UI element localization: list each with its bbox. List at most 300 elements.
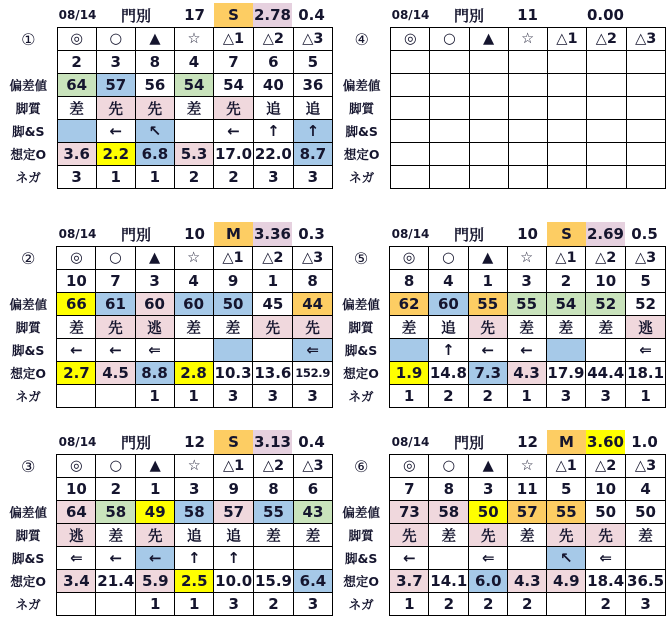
mark-cell: ◎ xyxy=(57,28,96,51)
numbers-cell xyxy=(587,51,626,74)
hensachi-cell: 60 xyxy=(174,293,213,316)
kyaku-s-cell xyxy=(626,120,665,143)
numbers-cell: 8 xyxy=(429,478,469,501)
mark-cell: ▲ xyxy=(135,247,174,270)
mark-cell: △1 xyxy=(546,247,586,270)
nega-cell: 1 xyxy=(135,385,174,408)
soutei-o-cell: 3.4 xyxy=(57,570,96,593)
race-header xyxy=(333,3,666,27)
nega-cell: 2 xyxy=(214,166,254,189)
nega-cell: 1 xyxy=(174,385,213,408)
kyaku-s-cell: ← xyxy=(57,339,96,362)
numbers-cell: 3 xyxy=(469,478,508,501)
date-label: 08/14 xyxy=(58,227,97,241)
kyakushitsu-cell xyxy=(430,97,469,120)
hensachi-cell: 62 xyxy=(390,293,429,316)
soutei-o-cell xyxy=(626,143,665,166)
soutei-o-cell xyxy=(391,143,430,166)
hensachi-cell: 44 xyxy=(293,293,333,316)
kyaku-s-cell xyxy=(586,339,626,362)
pace-value-label: 3.36 xyxy=(253,222,292,246)
kyakushitsu-cell xyxy=(547,97,586,120)
kyakushitsu-cell: 差 xyxy=(174,97,213,120)
kyakushitsu-cell: 差 xyxy=(254,524,294,547)
mark-cell: △3 xyxy=(626,247,666,270)
hensachi-cell: 64 xyxy=(57,501,96,524)
mark-cell: ◎ xyxy=(391,28,430,51)
row-label-nega: ネガ xyxy=(0,593,57,616)
mark-cell: ▲ xyxy=(469,455,508,478)
numbers-cell: 4 xyxy=(626,478,666,501)
nega-cell xyxy=(57,593,96,616)
kyaku-s-cell: ↑ xyxy=(253,120,293,143)
soutei-o-cell: 2.8 xyxy=(174,362,213,385)
nega-cell: 1 xyxy=(136,593,175,616)
pace-delta-label: 0.4 xyxy=(298,433,325,451)
row-label-hensachi: 偏差値 xyxy=(0,501,57,524)
kyaku-s-cell xyxy=(390,339,429,362)
track-label: 門別 xyxy=(453,433,484,452)
table-number-badge: ④ xyxy=(333,28,391,51)
nega-cell: 2 xyxy=(586,593,626,616)
nega-cell xyxy=(96,385,135,408)
pace-class-badge: M xyxy=(214,222,253,246)
kyakushitsu-cell: 差 xyxy=(213,316,253,339)
numbers-cell: 3 xyxy=(135,270,174,293)
numbers-cell: 1 xyxy=(253,270,293,293)
kyaku-s-cell xyxy=(391,120,430,143)
mark-cell: ○ xyxy=(96,455,136,478)
hensachi-cell xyxy=(430,74,469,97)
race-table xyxy=(333,27,666,189)
numbers-cell: 7 xyxy=(214,51,254,74)
nega-cell: 1 xyxy=(175,593,214,616)
mark-cell: ☆ xyxy=(175,455,214,478)
kyakushitsu-cell: 差 xyxy=(508,524,547,547)
nega-cell: 2 xyxy=(469,593,508,616)
date-label: 08/14 xyxy=(58,435,97,449)
pace-value-label: 3.13 xyxy=(253,430,292,454)
track-label: 門別 xyxy=(120,225,151,244)
soutei-o-cell: 5.3 xyxy=(174,143,213,166)
hensachi-cell: 73 xyxy=(390,501,429,524)
soutei-o-cell: 8.8 xyxy=(135,362,174,385)
pace-delta-label: 0.3 xyxy=(298,225,325,243)
kyaku-s-cell xyxy=(626,547,666,570)
nega-cell: 3 xyxy=(626,593,666,616)
numbers-cell: 9 xyxy=(213,270,253,293)
row-label-soutei-o: 想定O xyxy=(0,570,57,593)
race-table xyxy=(0,454,333,616)
kyaku-s-cell xyxy=(546,339,586,362)
row-label-kyakushitsu: 脚質 xyxy=(0,316,57,339)
kyaku-s-cell xyxy=(174,339,213,362)
kyakushitsu-cell: 先 xyxy=(468,316,507,339)
nega-cell: 1 xyxy=(135,166,174,189)
race-table xyxy=(333,246,666,408)
kyaku-s-cell xyxy=(57,120,96,143)
numbers-cell: 11 xyxy=(508,478,547,501)
hensachi-cell xyxy=(508,74,547,97)
numbers-cell: 2 xyxy=(546,270,586,293)
hensachi-cell: 43 xyxy=(293,501,332,524)
kyaku-s-cell xyxy=(587,120,626,143)
nega-cell: 3 xyxy=(214,593,254,616)
soutei-o-cell: 4.9 xyxy=(547,570,586,593)
kyakushitsu-cell: 差 xyxy=(546,316,586,339)
mark-cell: ○ xyxy=(430,28,469,51)
pace-value-label: 3.60 xyxy=(586,430,625,454)
nega-cell: 3 xyxy=(253,166,293,189)
numbers-cell: 8 xyxy=(390,270,429,293)
track-label: 門別 xyxy=(453,6,484,25)
nega-cell xyxy=(547,166,586,189)
row-label-kyakushitsu: 脚質 xyxy=(333,524,390,547)
race-no-label: 11 xyxy=(517,6,538,24)
mark-cell: △2 xyxy=(253,247,293,270)
soutei-o-cell: 10.0 xyxy=(214,570,254,593)
kyaku-s-cell: ↑ xyxy=(175,547,214,570)
mark-cell: ☆ xyxy=(174,247,213,270)
hensachi-cell: 58 xyxy=(96,501,136,524)
pace-value-label: 2.78 xyxy=(253,3,292,27)
kyakushitsu-cell: 追 xyxy=(253,97,293,120)
kyakushitsu-cell: 差 xyxy=(96,524,136,547)
hensachi-cell: 54 xyxy=(214,74,254,97)
date-label: 08/14 xyxy=(391,8,430,22)
mark-cell: ▲ xyxy=(469,28,508,51)
mark-cell: ◎ xyxy=(57,455,96,478)
soutei-o-cell: 18.4 xyxy=(586,570,626,593)
track-label: 門別 xyxy=(120,433,151,452)
hensachi-cell: 64 xyxy=(57,74,96,97)
soutei-o-cell: 4.3 xyxy=(508,570,547,593)
soutei-o-cell: 1.9 xyxy=(390,362,429,385)
table-number-badge: ⑥ xyxy=(333,455,390,478)
numbers-cell xyxy=(391,51,430,74)
hensachi-cell: 45 xyxy=(253,293,293,316)
pace-delta-label xyxy=(625,3,664,27)
soutei-o-cell: 14.8 xyxy=(428,362,468,385)
race-header xyxy=(333,430,666,454)
pace-value-label: 2.69 xyxy=(586,222,625,246)
race-card-3 xyxy=(0,430,333,630)
numbers-cell: 4 xyxy=(428,270,468,293)
hensachi-cell: 52 xyxy=(626,293,666,316)
kyaku-s-cell: ⇐ xyxy=(57,547,96,570)
kyakushitsu-cell: 差 xyxy=(429,524,469,547)
hensachi-cell: 61 xyxy=(96,293,135,316)
pace-class-badge: S xyxy=(214,430,253,454)
hensachi-cell: 50 xyxy=(213,293,253,316)
row-label-kyaku-s: 脚&S xyxy=(333,120,391,143)
hensachi-cell: 60 xyxy=(135,293,174,316)
nega-cell xyxy=(96,593,136,616)
soutei-o-cell: 6.8 xyxy=(135,143,174,166)
soutei-o-cell: 10.3 xyxy=(213,362,253,385)
kyakushitsu-cell xyxy=(626,97,665,120)
soutei-o-cell: 15.9 xyxy=(254,570,294,593)
row-label-hensachi: 偏差値 xyxy=(333,74,391,97)
soutei-o-cell: 6.4 xyxy=(293,570,332,593)
race-card-2 xyxy=(0,222,333,430)
soutei-o-cell: 7.3 xyxy=(468,362,507,385)
kyaku-s-cell xyxy=(430,120,469,143)
kyakushitsu-cell: 差 xyxy=(626,524,666,547)
kyaku-s-cell: ← xyxy=(136,547,175,570)
kyaku-s-cell xyxy=(429,547,469,570)
kyaku-s-cell: ← xyxy=(96,120,135,143)
row-label-soutei-o: 想定O xyxy=(0,143,57,166)
race-no-label: 12 xyxy=(184,433,205,451)
row-label-kyaku-s: 脚&S xyxy=(333,547,390,570)
kyakushitsu-cell: 逃 xyxy=(57,524,96,547)
kyakushitsu-cell: 先 xyxy=(135,97,174,120)
numbers-cell xyxy=(469,51,508,74)
kyaku-s-cell: ← xyxy=(390,547,429,570)
race-header xyxy=(0,430,333,454)
numbers-cell: 7 xyxy=(96,270,135,293)
kyakushitsu-cell: 差 xyxy=(586,316,626,339)
kyaku-s-cell: ↑ xyxy=(428,339,468,362)
nega-cell: 1 xyxy=(626,385,666,408)
kyakushitsu-cell: 先 xyxy=(136,524,175,547)
race-card-4 xyxy=(333,3,666,222)
kyaku-s-cell: ↑ xyxy=(293,120,332,143)
nega-cell: 3 xyxy=(213,385,253,408)
soutei-o-cell: 18.1 xyxy=(626,362,666,385)
mark-cell: ☆ xyxy=(507,247,546,270)
row-label-soutei-o: 想定O xyxy=(333,570,390,593)
date-label: 08/14 xyxy=(58,8,97,22)
nega-cell: 3 xyxy=(546,385,586,408)
hensachi-cell xyxy=(626,74,665,97)
row-label-numbers xyxy=(0,478,57,501)
soutei-o-cell: 44.4 xyxy=(586,362,626,385)
kyaku-s-cell: ← xyxy=(96,547,136,570)
numbers-cell: 3 xyxy=(507,270,546,293)
mark-cell: △2 xyxy=(586,247,626,270)
hensachi-cell: 50 xyxy=(626,501,666,524)
nega-cell xyxy=(430,166,469,189)
mark-cell: ○ xyxy=(428,247,468,270)
track-label: 門別 xyxy=(453,225,484,244)
row-label-hensachi: 偏差値 xyxy=(333,501,390,524)
race-card-5 xyxy=(333,222,666,430)
hensachi-cell xyxy=(547,74,586,97)
table-number-badge: ② xyxy=(0,247,57,270)
numbers-cell: 10 xyxy=(586,478,626,501)
nega-cell xyxy=(547,593,586,616)
nega-cell xyxy=(587,166,626,189)
row-label-hensachi: 偏差値 xyxy=(0,293,57,316)
kyakushitsu-cell: 先 xyxy=(253,316,293,339)
kyaku-s-cell xyxy=(469,120,508,143)
date-label: 08/14 xyxy=(391,227,430,241)
kyaku-s-cell: ⇐ xyxy=(586,547,626,570)
hensachi-cell: 55 xyxy=(547,501,586,524)
nega-cell: 3 xyxy=(253,385,293,408)
soutei-o-cell: 3.7 xyxy=(390,570,429,593)
pace-value-label: 0.00 xyxy=(586,6,624,24)
mark-cell: ◎ xyxy=(57,247,96,270)
pace-class-badge: S xyxy=(547,222,586,246)
mark-cell: △2 xyxy=(587,28,626,51)
kyaku-s-cell xyxy=(213,339,253,362)
kyakushitsu-cell xyxy=(391,97,430,120)
numbers-cell: 5 xyxy=(293,51,332,74)
pace-delta-label: 0.4 xyxy=(298,6,325,24)
mark-cell: △1 xyxy=(214,28,254,51)
hensachi-cell: 57 xyxy=(96,74,135,97)
nega-cell: 3 xyxy=(57,166,96,189)
soutei-o-cell: 36.5 xyxy=(626,570,666,593)
mark-cell: △3 xyxy=(293,455,332,478)
hensachi-cell: 50 xyxy=(469,501,508,524)
hensachi-cell xyxy=(469,74,508,97)
kyakushitsu-cell xyxy=(469,97,508,120)
numbers-cell xyxy=(508,51,547,74)
row-label-nega: ネガ xyxy=(0,385,57,408)
race-card-1 xyxy=(0,3,333,222)
hensachi-cell: 57 xyxy=(508,501,547,524)
soutei-o-cell: 6.0 xyxy=(469,570,508,593)
numbers-cell xyxy=(430,51,469,74)
date-label: 08/14 xyxy=(391,435,430,449)
soutei-o-cell xyxy=(430,143,469,166)
numbers-cell: 6 xyxy=(293,478,332,501)
kyakushitsu-cell xyxy=(508,97,547,120)
numbers-cell: 10 xyxy=(57,270,96,293)
soutei-o-cell: 14.1 xyxy=(429,570,469,593)
hensachi-cell: 58 xyxy=(429,501,469,524)
kyaku-s-cell: ↖ xyxy=(135,120,174,143)
row-label-hensachi: 偏差値 xyxy=(333,293,390,316)
row-label-kyaku-s: 脚&S xyxy=(0,547,57,570)
kyakushitsu-cell: 逃 xyxy=(135,316,174,339)
row-label-soutei-o: 想定O xyxy=(0,362,57,385)
kyakushitsu-cell: 先 xyxy=(469,524,508,547)
race-header xyxy=(333,222,666,246)
soutei-o-cell xyxy=(547,143,586,166)
row-label-soutei-o: 想定O xyxy=(333,143,391,166)
table-number-badge: ⑤ xyxy=(333,247,390,270)
kyakushitsu-cell: 差 xyxy=(507,316,546,339)
mark-cell: ○ xyxy=(429,455,469,478)
kyaku-s-cell: ← xyxy=(468,339,507,362)
numbers-cell xyxy=(547,51,586,74)
nega-cell: 3 xyxy=(293,166,332,189)
soutei-o-cell: 2.5 xyxy=(175,570,214,593)
kyaku-s-cell xyxy=(508,547,547,570)
numbers-cell: 9 xyxy=(214,478,254,501)
kyaku-s-cell: ← xyxy=(96,339,135,362)
hensachi-cell: 54 xyxy=(546,293,586,316)
nega-cell: 2 xyxy=(429,593,469,616)
soutei-o-cell: 17.9 xyxy=(546,362,586,385)
row-label-nega: ネガ xyxy=(0,166,57,189)
hensachi-cell: 54 xyxy=(174,74,213,97)
mark-cell: ☆ xyxy=(174,28,213,51)
race-table xyxy=(333,454,666,616)
kyaku-s-cell: ⇐ xyxy=(135,339,174,362)
kyakushitsu-cell: 差 xyxy=(390,316,429,339)
mark-cell: ▲ xyxy=(136,455,175,478)
race-no-label: 10 xyxy=(517,225,538,243)
pace-class-badge: M xyxy=(547,430,586,454)
nega-cell: 1 xyxy=(390,385,429,408)
kyakushitsu-cell: 先 xyxy=(96,316,135,339)
kyaku-s-cell: ⇐ xyxy=(469,547,508,570)
soutei-o-cell: 21.4 xyxy=(96,570,136,593)
hensachi-cell: 52 xyxy=(586,293,626,316)
nega-cell xyxy=(469,166,508,189)
nega-cell: 2 xyxy=(428,385,468,408)
nega-cell: 1 xyxy=(507,385,546,408)
numbers-cell: 1 xyxy=(136,478,175,501)
soutei-o-cell: 8.7 xyxy=(293,143,332,166)
numbers-cell: 3 xyxy=(175,478,214,501)
mark-cell: ◎ xyxy=(390,247,429,270)
row-label-numbers xyxy=(333,478,390,501)
kyakushitsu-cell: 先 xyxy=(293,316,333,339)
row-label-nega: ネガ xyxy=(333,593,390,616)
kyakushitsu-cell: 差 xyxy=(57,316,96,339)
mark-cell: △3 xyxy=(293,247,333,270)
numbers-cell: 2 xyxy=(57,51,96,74)
nega-cell xyxy=(626,166,665,189)
mark-cell: ◎ xyxy=(390,455,429,478)
kyakushitsu-cell: 差 xyxy=(57,97,96,120)
mark-cell: ▲ xyxy=(135,28,174,51)
mark-cell: ○ xyxy=(96,28,135,51)
soutei-o-cell: 22.0 xyxy=(253,143,293,166)
soutei-o-cell: 152.9 xyxy=(293,362,333,385)
race-table xyxy=(0,246,333,408)
race-no-label: 17 xyxy=(184,6,205,24)
numbers-cell: 4 xyxy=(174,270,213,293)
hensachi-cell: 57 xyxy=(214,501,254,524)
numbers-cell: 5 xyxy=(626,270,666,293)
mark-cell: △1 xyxy=(214,455,254,478)
race-no-label: 12 xyxy=(517,433,538,451)
kyaku-s-cell xyxy=(508,120,547,143)
row-label-kyakushitsu: 脚質 xyxy=(0,524,57,547)
numbers-cell: 10 xyxy=(586,270,626,293)
soutei-o-cell: 13.6 xyxy=(253,362,293,385)
hensachi-cell: 50 xyxy=(586,501,626,524)
row-label-nega: ネガ xyxy=(333,385,390,408)
table-number-badge: ① xyxy=(0,28,57,51)
hensachi-cell: 55 xyxy=(507,293,546,316)
mark-cell: △2 xyxy=(586,455,626,478)
nega-cell: 1 xyxy=(390,593,429,616)
hensachi-cell: 55 xyxy=(468,293,507,316)
numbers-cell: 6 xyxy=(253,51,293,74)
hensachi-cell: 49 xyxy=(136,501,175,524)
pace-class-badge xyxy=(547,3,586,27)
kyaku-s-cell xyxy=(253,339,293,362)
numbers-cell xyxy=(626,51,665,74)
hensachi-cell: 58 xyxy=(175,501,214,524)
mark-cell: ○ xyxy=(96,247,135,270)
numbers-cell: 2 xyxy=(96,478,136,501)
race-table xyxy=(0,27,333,189)
race-no-label: 10 xyxy=(184,225,205,243)
kyakushitsu-cell: 先 xyxy=(96,97,135,120)
kyakushitsu-cell: 差 xyxy=(174,316,213,339)
kyakushitsu-cell: 追 xyxy=(428,316,468,339)
